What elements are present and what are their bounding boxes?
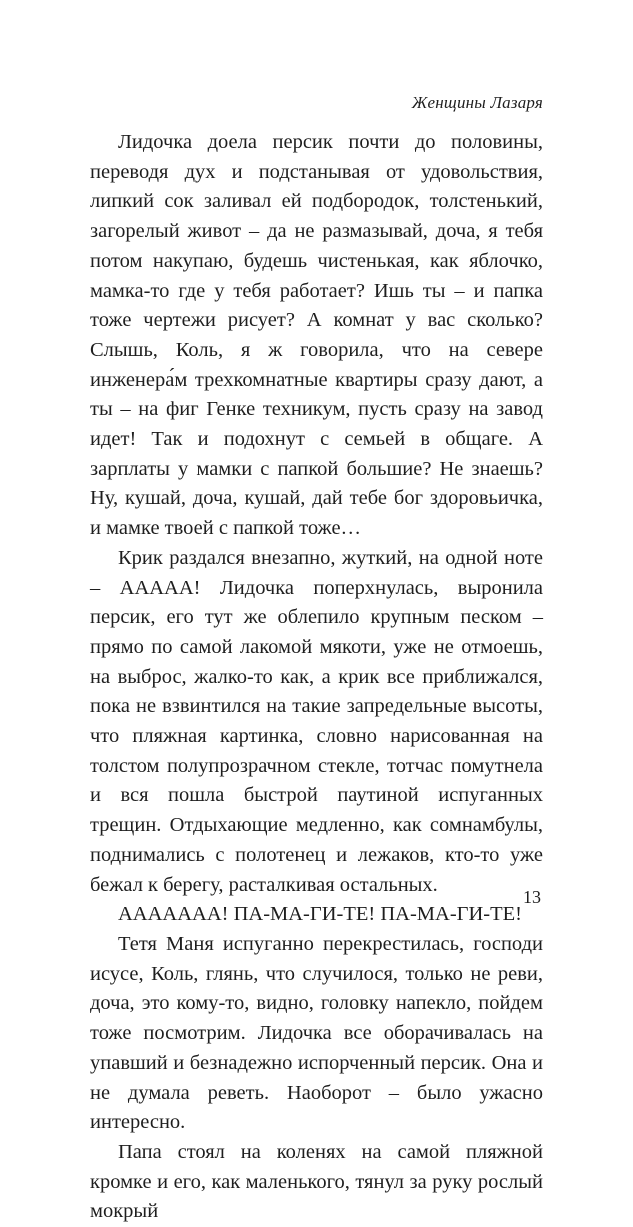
paragraph: ААААААА! ПА-МА-ГИ-ТЕ! ПА-МА-ГИ-ТЕ! — [118, 903, 523, 926]
paragraph: Тетя Маня испуганно перекрестилась, господи исусе, Коль, глянь, что случилося, только не реви, доча, это кому-то, видно, головку напекло, пойдем тоже посмотрим. Лидочка все оборачивалась на упавший и безнадежно испорченный персик. Она и не думала реветь. Наоборот – было ужасно интересно. — [90, 932, 543, 1134]
body-text — [90, 128, 543, 1227]
page-number: 13 — [523, 887, 541, 907]
paragraph: Папа стоял на коленях на самой пляжной кромке и его, как маленького, тянул за руку рослый мокрый — [90, 1140, 543, 1223]
paragraph: Крик раздался внезапно, жуткий, на одной ноте – ААААА! Лидочка поперхнулась, выронила персик, его тут же облепило крупным песком – прямо по самой лакомой мякоти, уже не отмоешь, на выброс, жалко-то как, а крик все приближался, пока не взвинтился на такие запредельные высоты, что пляжная картинка, словно нарисованная на толстом полупрозрачном стекле, тотчас помутнела и вся пошла быстрой паутиной испуганных трещин. Отдыхающие медленно, как сомнамбулы, поднимались с полотенец и лежаков, кто-то уже бежал к берегу, расталкивая остальных. — [90, 546, 543, 896]
paragraph: Лидочка доела персик почти до половины, переводя дух и подстанывая от удовольствия, липкий сок заливал ей подбородок, толстенький, загорелый живот – да не размазывай, доча, я тебя потом накупаю, будешь чистенькая, как яблочко, мамка-то где у тебя работает? Ишь ты – и папка тоже чертежи рисует? А комнат у вас сколько? Слышь, Коль, я ж говорила, что на севере инженера́м трехкомнатные квартиры сразу дают, а ты – на фиг Генке техникум, пусть сразу на завод идет! Так и подохнут с семьей в общаге. А зарплаты у мамки с папкой большие? Не знаешь? Ну, кушай, доча, кушай, дай тебе бог здоровьичка, и мамке твоей с папкой тоже… — [90, 131, 543, 540]
running-header: Женщины Лазаря — [411, 93, 543, 112]
